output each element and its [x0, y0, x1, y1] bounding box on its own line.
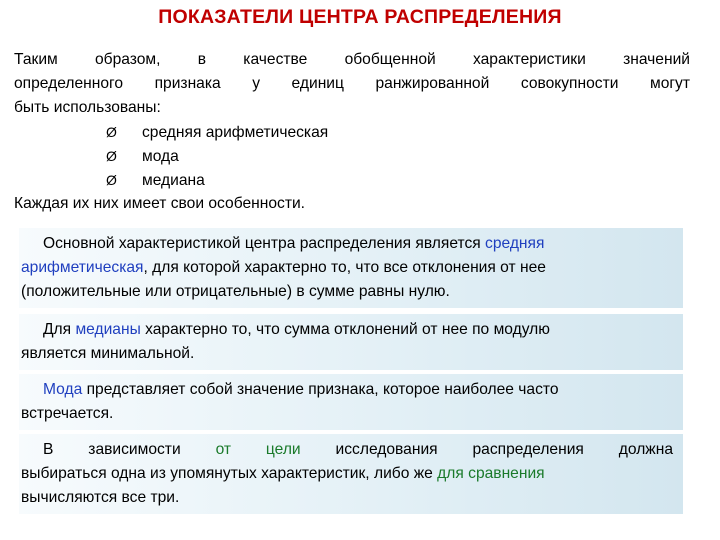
arrow-bullet-icon: Ø	[106, 172, 117, 188]
choice-line-3: вычисляются все три.	[21, 489, 180, 506]
median-text: Для	[43, 321, 76, 338]
median-term: медианы	[75, 321, 141, 338]
choice-text: В зависимости	[43, 441, 216, 458]
mode-term: Мода	[43, 381, 83, 398]
mean-text: Основной характеристикой центра распределения является	[43, 235, 486, 252]
mean-panel	[19, 228, 683, 308]
list-item-label: медиана	[142, 172, 205, 189]
slide-title: ПОКАЗАТЕЛИ ЦЕНТРА РАСПРЕДЕЛЕНИЯ	[158, 6, 562, 28]
choice-line-2	[21, 462, 673, 486]
intro-line-3: быть использованы:	[14, 99, 161, 116]
intro-line-1: Таким образом, в качестве обобщенной характеристики значений	[14, 51, 690, 68]
mode-text: представляет собой значение признака, которое наиболее часто	[82, 381, 559, 398]
mean-line-2	[21, 256, 673, 280]
median-panel	[19, 314, 683, 370]
list-item	[14, 168, 690, 192]
choice-text: выбираться одна из упомянутых характеристик, либо же	[21, 465, 438, 482]
choice-term: для сравнения	[437, 465, 545, 482]
choice-line-1	[21, 438, 673, 462]
mode-line-1	[21, 378, 673, 402]
list-item	[14, 144, 690, 168]
arrow-bullet-icon: Ø	[106, 148, 117, 164]
mean-term: средняя	[485, 235, 545, 252]
choice-panel	[19, 434, 683, 514]
mean-term: арифметическая	[21, 259, 144, 276]
choice-text: исследования распределения должна	[300, 441, 674, 458]
median-line-1	[21, 318, 673, 342]
arrow-bullet-icon: Ø	[106, 124, 117, 140]
intro-closing: Каждая их них имеет свои особенности.	[14, 195, 306, 212]
mode-panel	[19, 374, 683, 430]
mean-line-3: (положительные или отрицательные) в сумме равны нулю.	[21, 283, 450, 300]
mean-text: , для которой характерно то, что все отклонения от нее	[143, 259, 546, 276]
list-item-label: средняя арифметическая	[142, 124, 329, 141]
list-item-label: мода	[142, 148, 179, 165]
median-text: характерно то, что сумма отклонений от нее по модулю	[140, 321, 550, 338]
list-item	[14, 120, 690, 144]
mode-line-2: встречается.	[21, 405, 114, 422]
choice-term: от цели	[215, 441, 301, 458]
intro-block	[14, 48, 690, 216]
mean-line-1	[21, 232, 673, 256]
median-line-2: является минимальной.	[21, 345, 195, 362]
intro-line-2: определенного признака у единиц ранжированной совокупности могут	[14, 75, 690, 92]
